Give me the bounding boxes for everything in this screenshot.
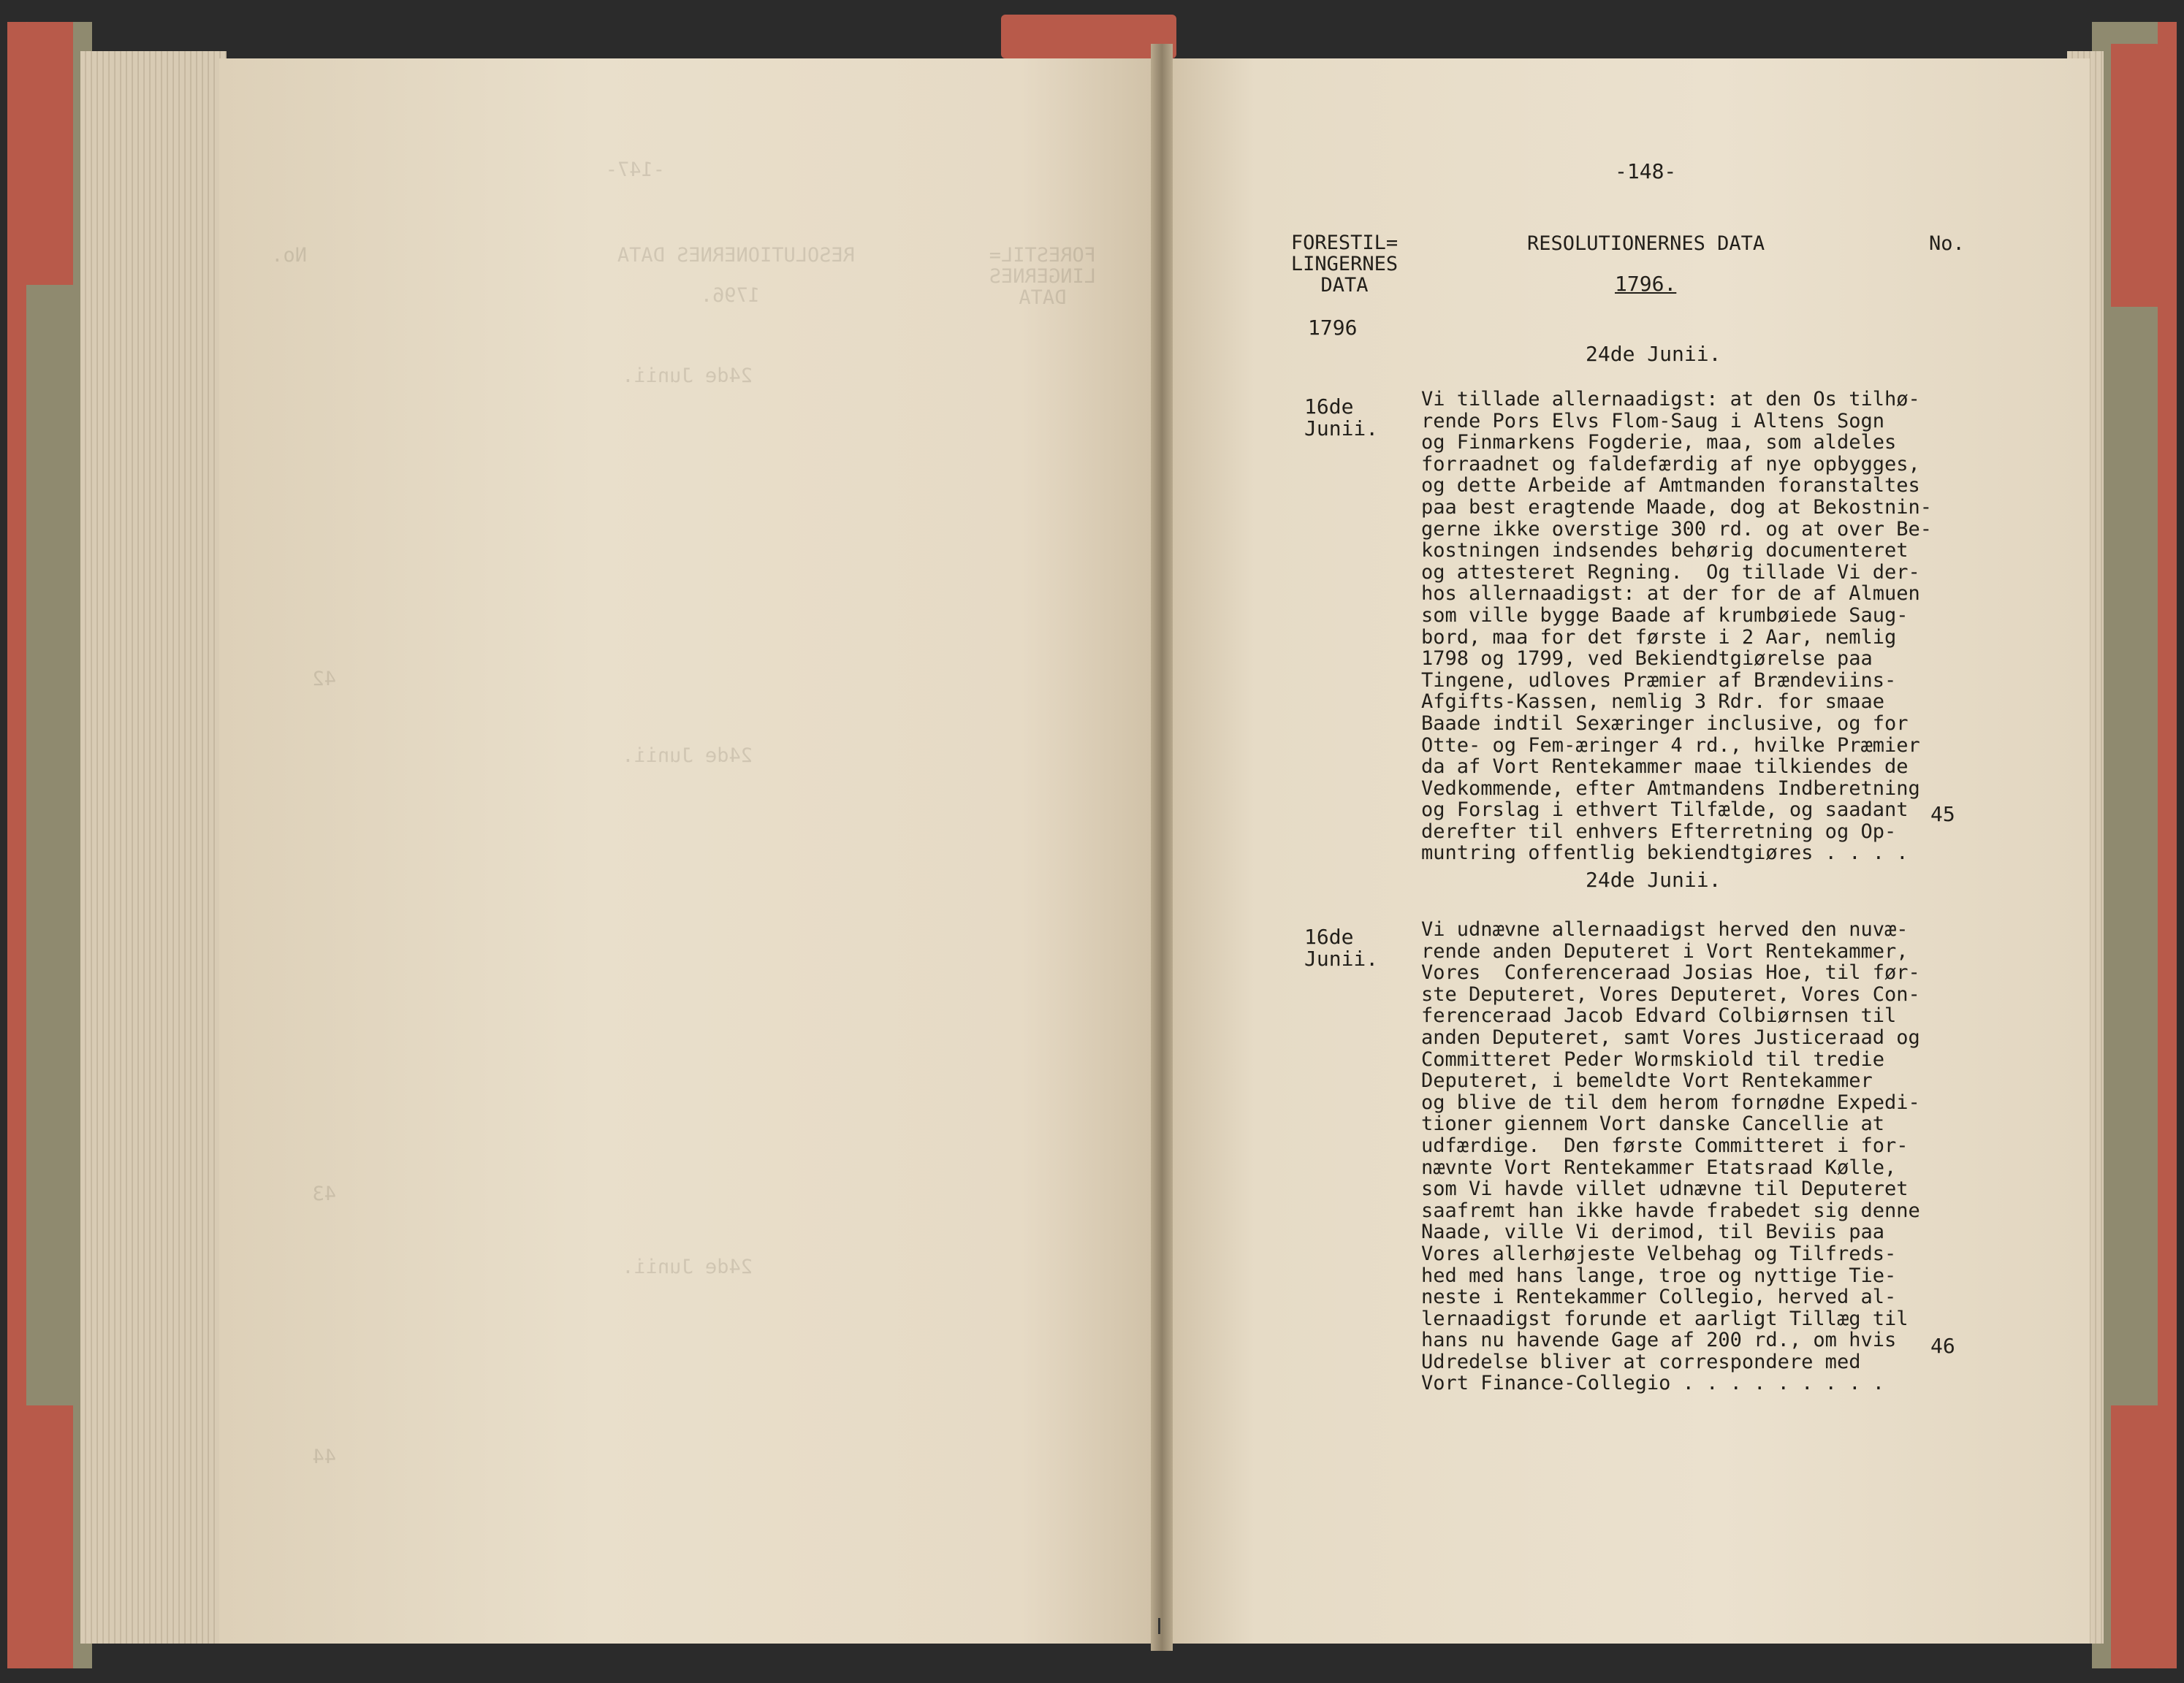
entry-number: 46 — [1930, 1334, 1955, 1358]
left-top-corner — [7, 22, 73, 285]
page-number: -148- — [1615, 159, 1677, 183]
bleed-number-1: 42 — [312, 668, 336, 690]
bleed-number-3: 44 — [312, 1446, 336, 1468]
bleed-date-2: 24de Junii. — [622, 744, 753, 767]
bleed-header-no: No. — [271, 244, 307, 267]
column-header-no: No. — [1929, 232, 1965, 255]
right-top-corner — [2111, 44, 2177, 307]
column-header-forestillingernes-data: FORESTIL= LINGERNES DATA — [1290, 232, 1399, 297]
entry-text: Vi tillade allernaadigst: at den Os tilhø- rende Pors Elvs Flom-Saug i Altens Sogn og Finmarkens Fogderie, maa, som aldeles forraadnet og faldefærdig af nye opbygges, og dette Arbeide af Amtmanden foranstaltes paa best eragtende Maade, dog at Bekostnin- gerne ikke overstige 300 rd. og at over Be- kostningen indsendes behørig documenteret og attesteret Regning. Og tillade Vi der- hos allernaadigst: at der for de af Almuen som ville bygge Baade af krumbøiede Saug- bord, maa for det første i 2 Aar, nemlig 1798 og 1799, ved Bekiendtgiørelse paa Tingene, udloves Præmier af Brændeviins- Afgifts-Kassen, nemlig 3 Rdr. for smaae Baade indtil Sexæringer inclusive, og for Otte- og Fem-æringer 4 rd., hvilke Præmier da af Vort Rentekammer maae tilkiendes de Vedkommende, efter Amtmandens Indberetning og Forslag i ethvert Tilfælde, og saadant derefter til enhvers Efterretning og Op- muntring offentlig bekiendtgiøres . . . . — [1421, 388, 1932, 865]
bleed-year: 1796. — [700, 284, 760, 307]
bleed-header-mid: RESOLUTIONERNES DATA — [617, 244, 855, 267]
entry-date-heading: 24de Junii. — [1586, 868, 1721, 892]
year-left-column: 1796 — [1308, 316, 1358, 340]
bleed-date-1: 24de Junii. — [622, 365, 753, 387]
entry-number: 45 — [1930, 802, 1955, 826]
left-page-bleed-through — [219, 58, 1162, 1644]
year-heading: 1796. — [1615, 272, 1677, 296]
entry-date-heading: 24de Junii. — [1586, 342, 1721, 366]
bleed-number-2: 43 — [312, 1183, 336, 1205]
bleed-page-number: -147- — [605, 159, 665, 181]
stray-pen-mark — [1158, 1618, 1175, 1634]
column-header-resolutionernes-data: RESOLUTIONERNES DATA — [1527, 232, 1765, 255]
left-page-stack — [80, 51, 227, 1644]
right-bottom-corner — [2111, 1405, 2177, 1668]
bleed-header-left: FORESTIL= LINGERNES DATA — [989, 244, 1096, 309]
entry-left-date: 16de Junii. — [1304, 394, 1379, 440]
entry-text: Vi udnævne allernaadigst herved den nuvæ- rende anden Deputeret i Vort Rentekammer, Vores Conferenceraad Josias Hoe, til før- ste Deputeret, Vores Deputeret, Vores Con- ferenceraad Jacob Edvard Colbiørnsen til anden Deputeret, samt Vores Justiceraad og Committeret Peder Wormskiold til tredie Deputeret, i bemeldte Vort Rentekammer og blive de til dem herom fornødne Expedi- tioner giennem Vort danske Cancellie at udfærdige. Den første Committeret i for- nævnte Vort Rentekammer Etatsraad Kølle, som Vi havde villet udnævne til Deputeret saafremt han ikke havde frabedet sig denne Naade, ville Vi derimod, til Beviis paa Vores allerhøjeste Velbehag og Tilfreds- hed med hans lange, troe og nyttige Tie- neste i Rentekammer Collegio, herved al- lernaadigst forunde et aarligt Tillæg til hans nu havende Gage af 200 rd., om hvis Udredelse bliver at correspondere med Vort Finance-Collegio . . . . . . . . . — [1421, 918, 1920, 1395]
spine-headband — [1001, 15, 1176, 58]
entry-left-date: 16de Junii. — [1304, 925, 1379, 971]
left-bottom-corner — [7, 1405, 73, 1668]
bleed-date-3: 24de Junii. — [622, 1256, 753, 1278]
